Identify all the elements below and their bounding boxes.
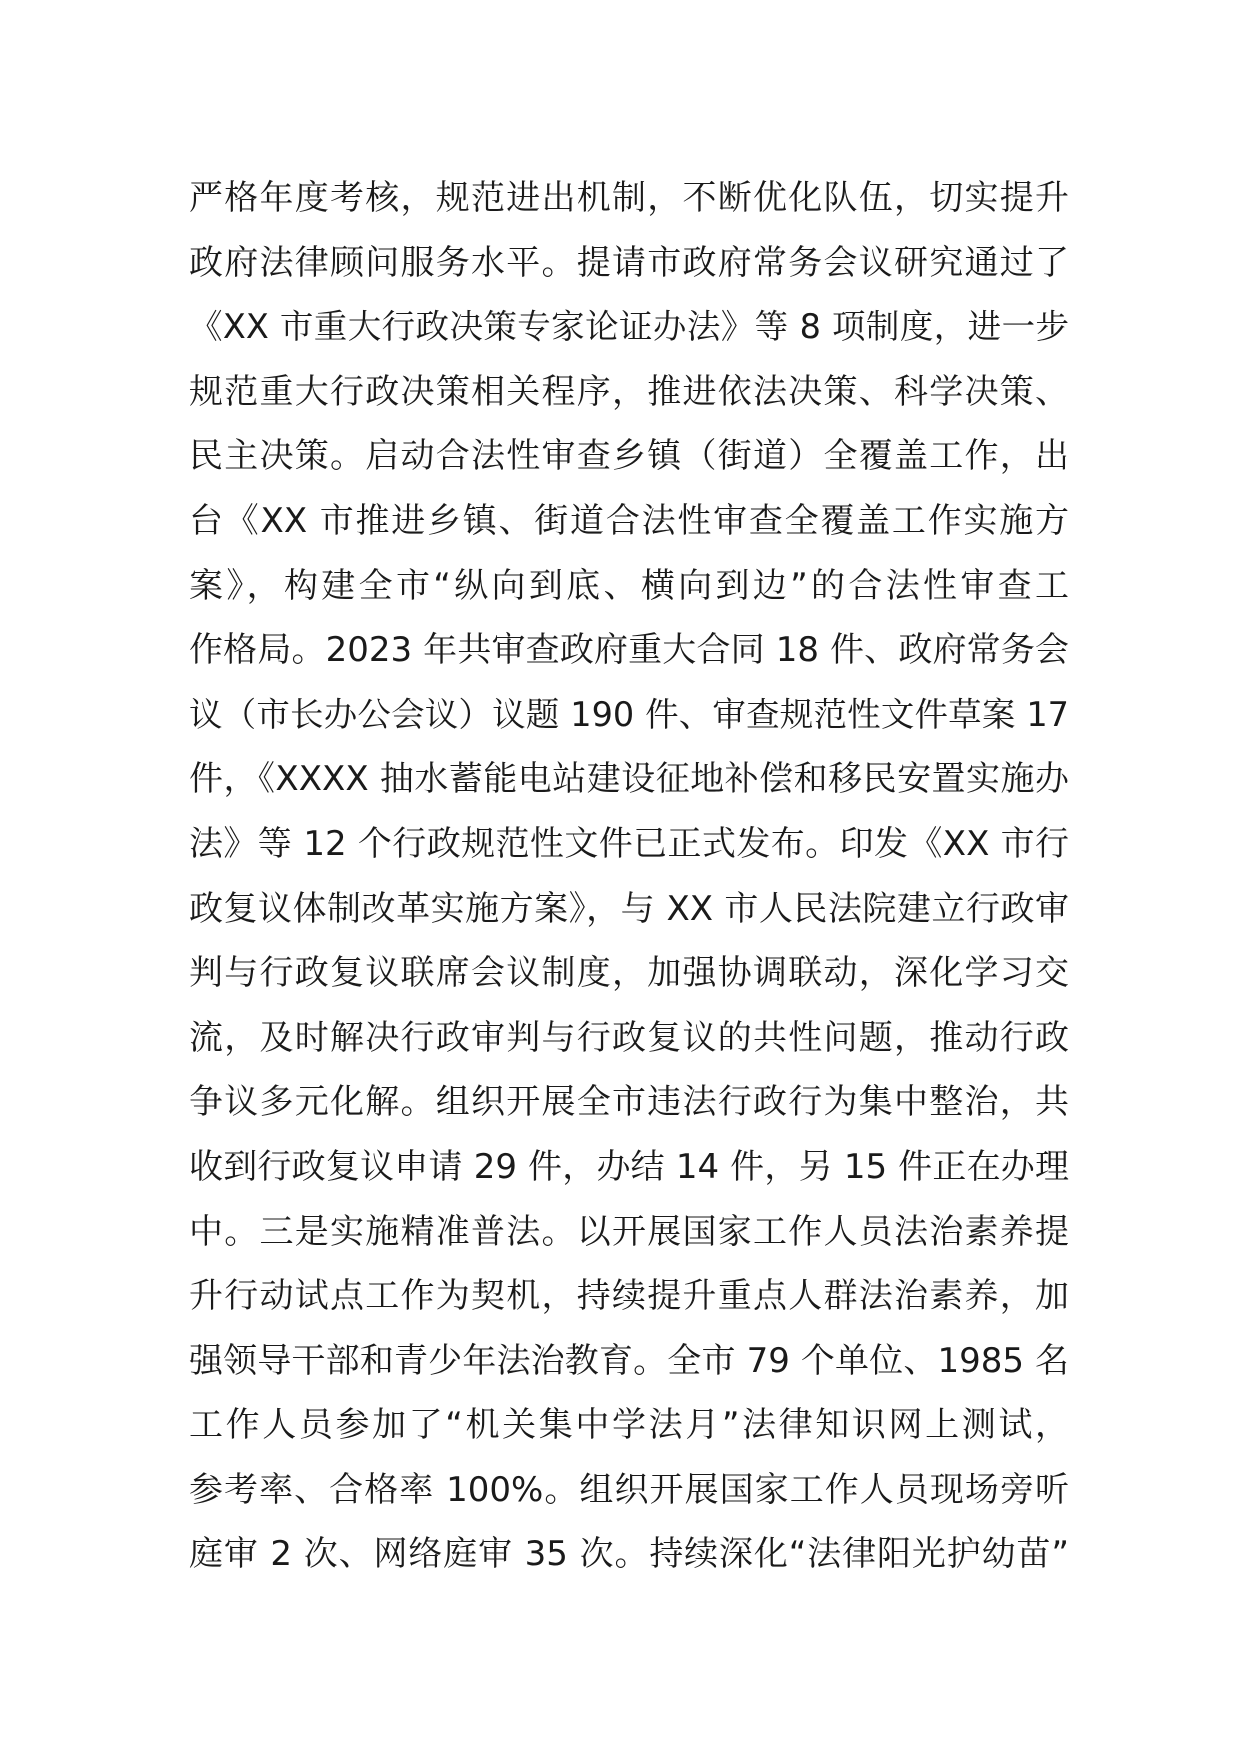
text-line: 升行动试点工作为契机，持续提升重点人群法治素养，加 [189, 1276, 1069, 1317]
text-line: 民主决策。启动合法性审查乡镇（街道）全覆盖工作，出 [189, 436, 1069, 477]
text-line: 庭审 2 次、网络庭审 35 次。持续深化“法律阳光护幼苗” [189, 1534, 1069, 1575]
text-line: 政府法律顾问服务水平。提请市政府常务会议研究通过了 [189, 242, 1069, 283]
body-paragraph [189, 166, 1069, 1587]
text-line: 流，及时解决行政审判与行政复议的共性问题，推动行政 [189, 1017, 1069, 1058]
text-line: 作格局。2023 年共审查政府重大合同 18 件、政府常务会 [189, 630, 1069, 671]
text-line: 强领导干部和青少年法治教育。全市 79 个单位、1985 名 [189, 1340, 1069, 1381]
text-line: 议（市长办公会议）议题 190 件、审查规范性文件草案 17 [189, 694, 1069, 734]
text-line: 工作人员参加了“机关集中学法月”法律知识网上测试， [189, 1405, 1069, 1446]
text-line: 判与行政复议联席会议制度，加强协调联动，深化学习交 [189, 953, 1069, 994]
text-line: 政复议体制改革实施方案》，与 XX 市人民法院建立行政审 [189, 888, 1069, 929]
text-line: 法》等 12 个行政规范性文件已正式发布。印发《XX 市行 [189, 823, 1069, 864]
text-line: 台《XX 市推进乡镇、街道合法性审查全覆盖工作实施方 [189, 500, 1069, 541]
text-line: 争议多元化解。组织开展全市违法行政行为集中整治，共 [189, 1082, 1069, 1123]
text-line: 严格年度考核，规范进出机制，不断优化队伍，切实提升 [189, 178, 1069, 218]
text-line: 规范重大行政决策相关程序，推进依法决策、科学决策、 [189, 371, 1069, 412]
text-line: 件，《XXXX 抽水蓄能电站建设征地补偿和移民安置实施办 [189, 759, 1069, 800]
text-line: 中。三是实施精准普法。以开展国家工作人员法治素养提 [189, 1211, 1069, 1252]
text-line: 案》，构建全市“纵向到底、横向到边”的合法性审查工 [189, 565, 1069, 606]
text-line: 参考率、合格率 100%。组织开展国家工作人员现场旁听 [189, 1469, 1069, 1510]
text-line: 《XX 市重大行政决策专家论证办法》等 8 项制度，进一步 [189, 307, 1069, 347]
text-line: 收到行政复议申请 29 件，办结 14 件，另 15 件正在办理 [189, 1146, 1069, 1187]
